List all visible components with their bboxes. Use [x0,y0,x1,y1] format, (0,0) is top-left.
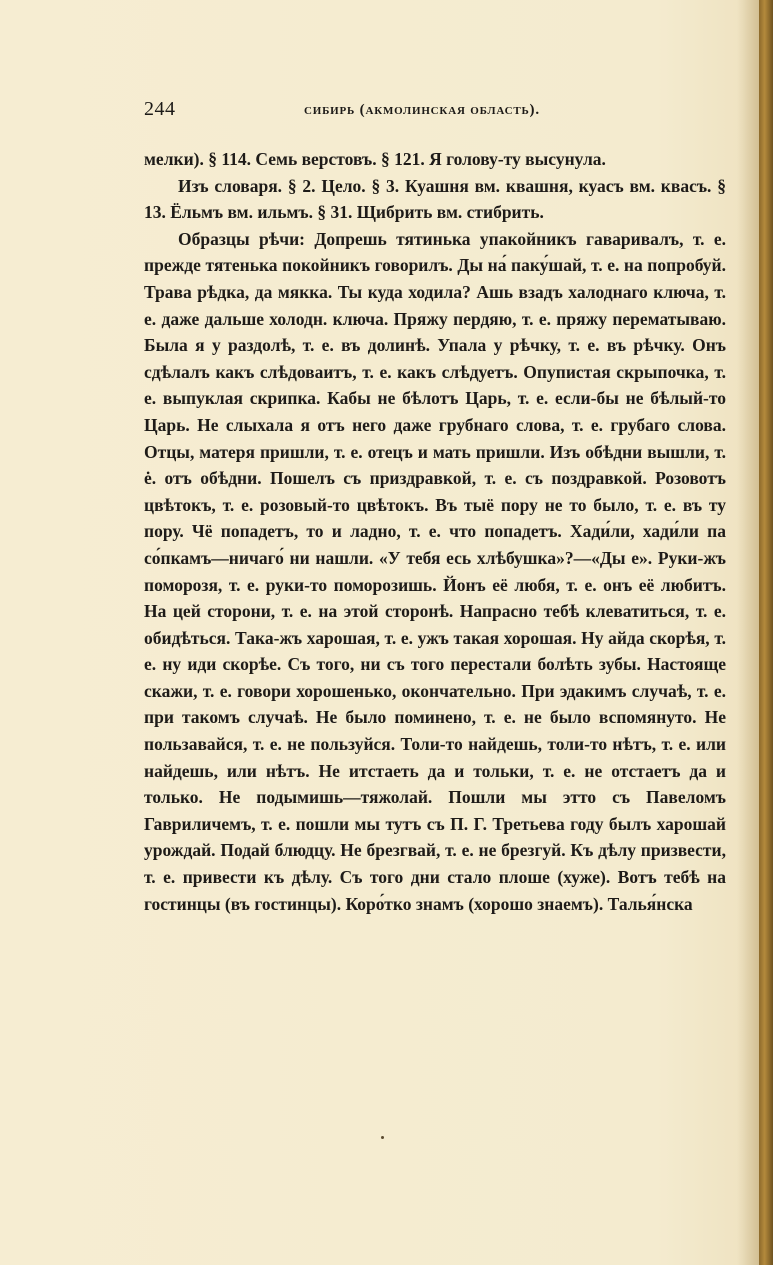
paragraph-continuation: мелки). § 114. Семь верстовъ. § 121. Я голову-ту высунула. [144,149,606,169]
spine-shadow [737,0,759,1265]
paragraph-dictionary: Изъ словаря. § 2. Цело. § 3. Куашня вм. квашня, куасъ вм. квасъ. § 13. Ёльмъ вм. ильмъ. § 31. Щибрить вм. стибрить. [144,175,726,223]
running-title: сибирь (акмолинская область). [304,102,540,118]
book-spine [759,0,773,1265]
paragraph-speech-samples: Образцы рѣчи: Допрешь тятинька упакойникъ гаваривалъ, т. е. прежде тятенька покойникъ говорилъ. Ды на́ паку́шай, т. е. на попробуй. Трава рѣдка, да мякка. Ты куда ходила? Ашь взадъ халоднаго ключа, т. е. даже дальше холодн. ключа. Пряжу перд​яю, т. е. пряжу перематываю. Была я у раздолѣ, т. е. въ долинѣ. Упала у рѣчку, т. е. въ рѣчку. Онъ сдѣлалъ какъ слѣдоваитъ, т. е. какъ слѣдуетъ. Опупистая скрыпочка, т. е. выпуклая скрипка. Кабы не бѣлотъ Царь, т. е. если-бы не бѣлый-то Царь. Не слыхала я отъ него даже грубнаго слова, т. е. грубаго слова. Отцы, матеря пришли, т. е. отецъ и мать пришли. Изъ обѣдни вышли, т. ė. отъ обѣдни. Пошелъ съ призд​равкой, т. е. съ поздравкой. Розовотъ цвѣтокъ, т. е. розовый-то цвѣтокъ. Въ тыё пору не то было, т. е. въ ту пору. Чё попадетъ, то и ладно, т. е. что попадетъ. Хади́ли, хади́ли па со́пкамъ—ничаго́ ни нашли. «У тебя есь хлѣбушка»?—«Ды е». Руки-жъ поморозя, т. е. руки-то поморозишь. Йонъ её любя, т. е. онъ её любитъ. На цей сторони, т. е. на этой сторонѣ. Напрасно тебѣ клеватиться, т. е. обидѣться. Така-жъ харошая, т. е. ужъ такая хорошая. Ну айда скорѣя, т. е. ну иди скорѣе. Съ того, ни съ того перестали болѣть зубы. Настояще скажи, т. е. говори хорошенько, окончательно. При эдакимъ случаѣ, т. е. при такомъ случаѣ. Не было поминено, т. е. не было вспомянуто. Не пользавайся, т. е. не пользуйся. Толи-то найдешь, толи-то нѣтъ, т. е. или найдешь, или нѣтъ. Не итстаеть да и тольки, т. е. не отстаетъ да и только. Не подымишь—тяжолай. Пошли мы этто съ Павеломъ Гавриличемъ, т. е. пошли мы тутъ съ П. Г. Третьева году былъ харошай урождай. Подай блюдцу. Не брезгвай, т. е. не брезгуй. Къ дѣлу призвести, т. е. привести къ дѣлу. Съ того дни стало плоше (хуже). Вотъ тебѣ на гостинцы (въ гостинцы). Коро́тко знамъ (хорошо знаемъ). Талья́нска [144,228,726,914]
page-header [144,98,726,128]
body-text [144,146,726,917]
paper-speck [381,1136,384,1139]
page-number: 244 [144,98,176,120]
